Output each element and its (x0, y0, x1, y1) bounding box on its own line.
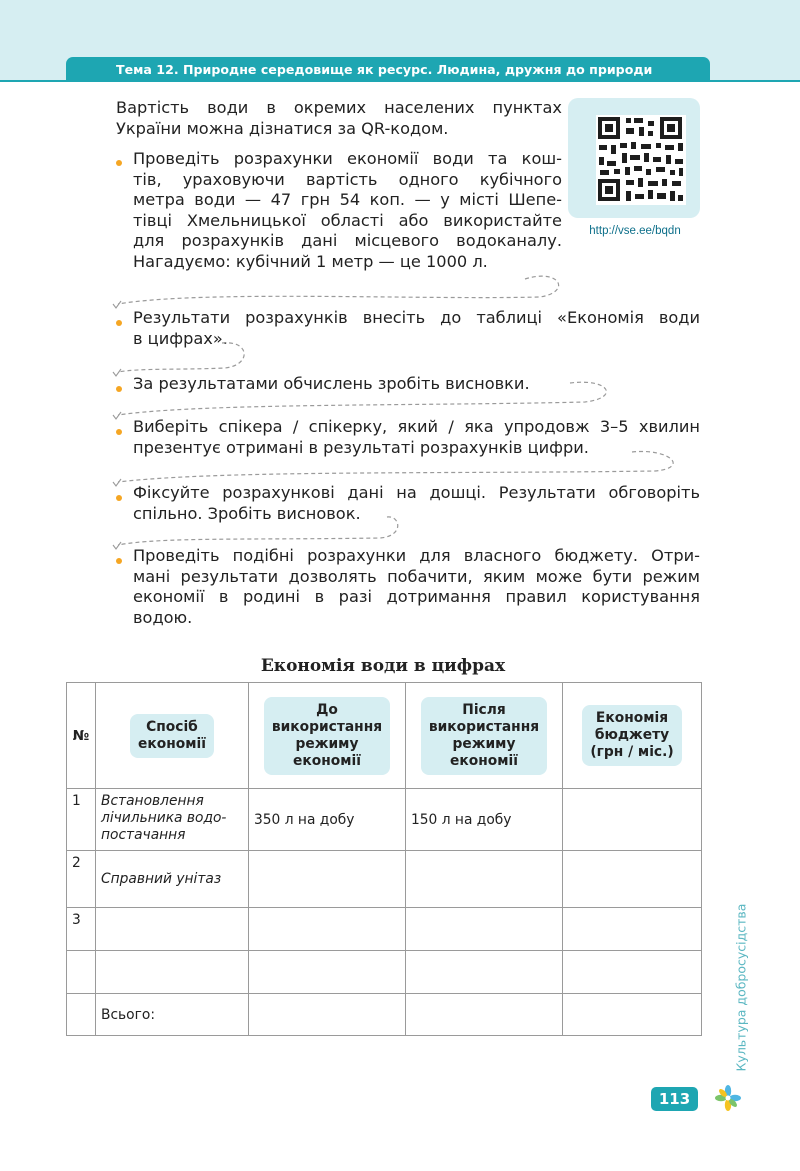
bullet-1-text: Проведіть розрахунки економії води та кош- тів, ураховуючи вартість одного кубічного метра води — 47 грн 54 коп. — у місті Шепе- тівці Хмельницької області або використайте для розрахунків дані місцевого водоканалу. Нагадуємо: кубічний 1 метр — це 1000 л. (133, 149, 562, 271)
total-before (249, 994, 406, 1036)
bullet-6-text: Проведіть подібні розрахунки для власного бюджету. Отри- мані результати дозволять побачити, яким може бути режим економії в родині в разі дотримання правил користування водою. (133, 546, 700, 627)
intro-paragraph: Вартість води в окремих населених пунктах України можна дізнатися за QR-кодом. (116, 98, 562, 138)
table-row (67, 908, 702, 951)
chapter-header: Тема 12. Природне середовище як ресурс. Людина, дружня до природи (66, 57, 710, 82)
table-header-row (67, 683, 702, 789)
table-row (67, 789, 702, 851)
bullet-2-text: Результати розрахунків внесіть до таблиці «Економія води в цифрах». (133, 308, 700, 348)
row-num: 3 (67, 908, 96, 951)
row-saving (563, 789, 702, 851)
total-label: Всього: (96, 994, 249, 1036)
row-after (406, 908, 563, 951)
header-num: № (67, 683, 96, 789)
page-number: 113 (651, 1087, 698, 1111)
row-num: 1 (67, 789, 96, 851)
row-before (249, 951, 406, 994)
row-before: 350 л на добу (249, 789, 406, 851)
row-after: 150 л на добу (406, 789, 563, 851)
table-row (67, 851, 702, 908)
row-before (249, 908, 406, 951)
row-saving (563, 951, 702, 994)
row-saving (563, 908, 702, 951)
bullet-3-text: За результатами обчислень зробіть висновки. (133, 374, 530, 393)
row-num (67, 951, 96, 994)
row-saving (563, 851, 702, 908)
header-before: До використання режиму економії (249, 683, 406, 789)
header-after: Після використання режиму економії (406, 683, 563, 789)
total-saving (563, 994, 702, 1036)
row-method (96, 908, 249, 951)
row-after (406, 851, 563, 908)
header-method: Спосіб економії (96, 683, 249, 789)
section-side-label: Культура добросусідства (733, 903, 749, 1072)
table-title: Економія води в цифрах (260, 656, 506, 676)
row-method (96, 951, 249, 994)
row-method: Справний унітаз (96, 851, 249, 908)
qr-link[interactable]: http://vse.ee/bqdn (589, 225, 681, 237)
table-row (67, 951, 702, 994)
flower-icon (715, 1085, 741, 1111)
header-saving: Економія бюджету (грн / міс.) (563, 683, 702, 789)
bullet-4-text: Виберіть спікера / спікерку, який / яка упродовж 3–5 хвилин презентує отримані в результаті розрахунків цифри. (133, 417, 700, 457)
row-after (406, 951, 563, 994)
savings-table (66, 682, 702, 1036)
row-num: 2 (67, 851, 96, 908)
row-method: Встановлення лічильника водо- постачання (96, 789, 249, 851)
total-after (406, 994, 563, 1036)
row-before (249, 851, 406, 908)
bullet-5-text: Фіксуйте розрахункові дані на дошці. Результати обговоріть спільно. Зробіть висновок. (133, 483, 700, 523)
row-num (67, 994, 96, 1036)
table-total-row (67, 994, 702, 1036)
